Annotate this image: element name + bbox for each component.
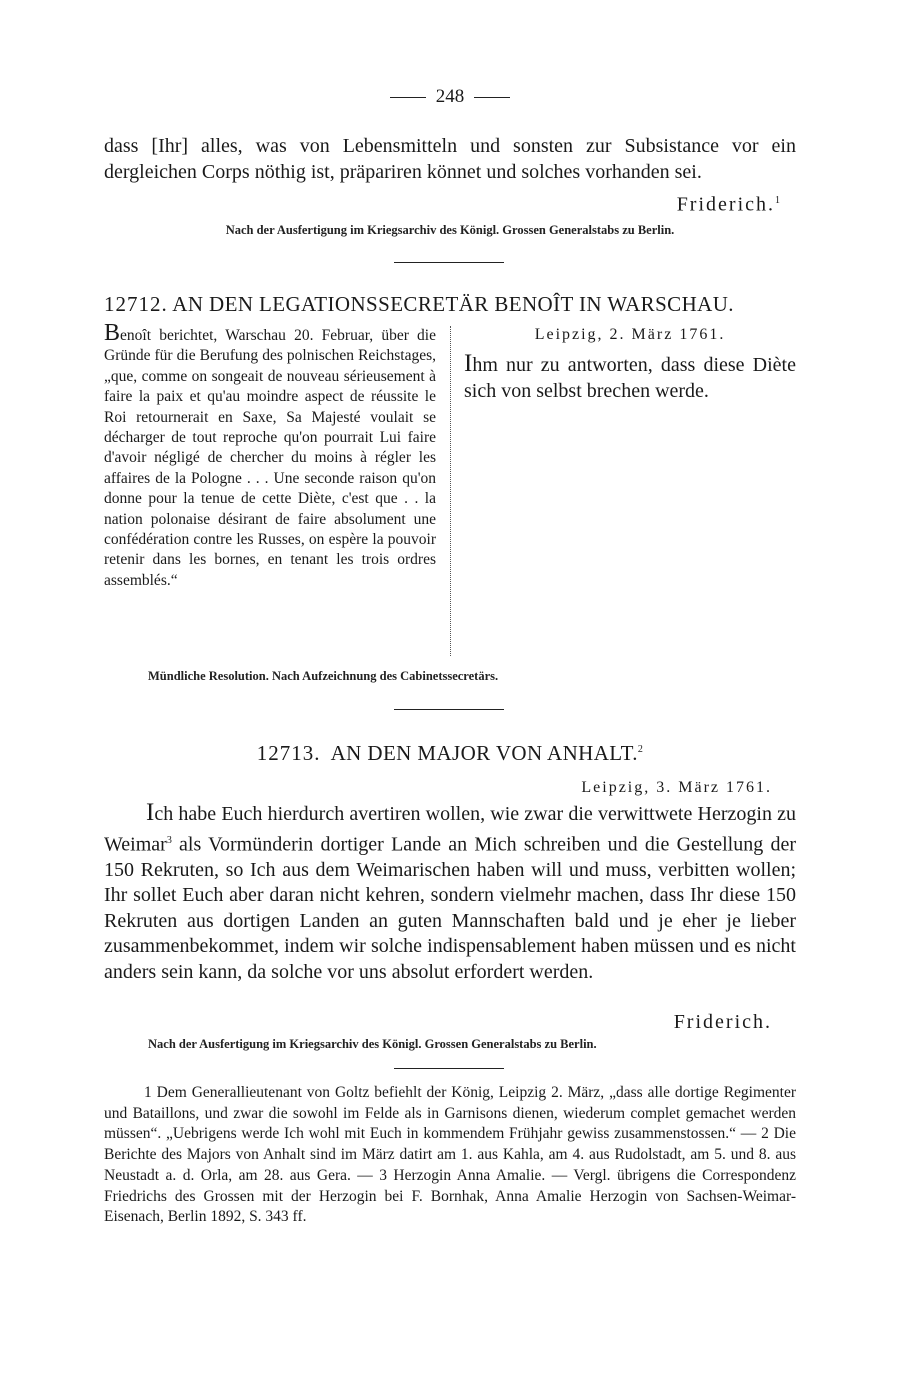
footnotes: 1 Dem Generallieutenant von Goltz befiehlt der König, Leipzig 2. März, „dass alle dortige Regimenter und Bataillons, und zwar die sowohl im Felde als in Garnisons dienen, wiederum complet gemachet werden müssen“. „Uebrigens werde Ich wohl mit Euch in kommendem Frühjahr gewiss zusammenstossen.“ — 2 Die Berichte des Majors von Anhalt sind im März datirt am 1. aus Kahla, am 4. aus Rudolstadt, am 5. und 8. aus Neustadt a. d. Orla, am 28. aus Gera. — 3 Herzogin Anna Amalie. — Vergl. übrigens die Correspondenz Friedrichs des Grossen mit der Herzogin bei F. Bornhak, Anna Amalie Herzogin von Sachsen-Weimar-Eisenach, Berlin 1892, S. 343 ff. xyxy=(104,1084,796,1226)
page-number-dash-right xyxy=(474,97,510,98)
intro-source-note: Nach der Ausfertigung im Kriegsarchiv des Königl. Grossen Generalstabs zu Berlin. xyxy=(225,223,675,237)
letter-12712-regest xyxy=(104,320,436,591)
letter-12713-heading xyxy=(0,741,900,766)
intro-signature-text: Friderich. xyxy=(676,193,775,216)
letter-12712-reply xyxy=(464,351,796,404)
footnote-divider xyxy=(394,1068,504,1069)
letter-12713-body xyxy=(104,800,796,985)
letter-12712-reply-column xyxy=(464,324,796,404)
letter-12713-source-note: Nach der Ausfertigung im Kriegsarchiv des Königl. Grossen Generalstabs zu Berlin. xyxy=(148,1037,597,1051)
letter-12712-heading xyxy=(104,292,796,317)
page-number-text: 248 xyxy=(435,86,465,107)
letter-12713-number: 12713. xyxy=(256,741,321,765)
intro-paragraph: dass [Ihr] alles, was von Lebensmitteln und sonsten zur Subsistance vor ein dergleichen Corps nöthig ist, präpariren könnet und solches vorhanden sei. xyxy=(104,135,796,183)
letter-12713-heading-note: 2 xyxy=(637,744,644,755)
page-number xyxy=(0,86,900,108)
section-divider-2 xyxy=(394,709,504,710)
body-note-ref: 3 xyxy=(166,834,172,846)
letter-12713-title: AN DEN MAJOR VON ANHALT. xyxy=(330,741,638,765)
body-initial: I xyxy=(146,799,155,826)
intro-signature-note: 1 xyxy=(775,195,780,206)
intro-signature xyxy=(677,188,780,218)
column-separator xyxy=(450,326,451,656)
body-text-part1: ch habe Euch hierdurch avertiren wollen, wie zwar die verwittwete Herzogin zu Weimar xyxy=(104,803,796,856)
letter-12712-source-note: Mündliche Resolution. Nach Aufzeichnung des Cabinetssecretärs. xyxy=(148,669,499,683)
body-text-part2: als Vormünderin dortiger Lande an Mich schreiben und die Gestellung der 150 Rekruten, so Ich aus dem Weimarischen haben will und muss, verbitten wollen; Ihr sollet Euch aber daran nicht kehren, sondern vielmehr machen, dass Ihr diese 150 Rekruten aus dortigen Landen an guten Mannschaften bald und je eher je lieber zusammenbekommet, indem wir solche indispensablement haben müssen und es nicht anders sein kann, da solche vor uns absolut erfordert werden. xyxy=(104,833,796,983)
page-number-dash-left xyxy=(390,97,426,98)
letter-12713-place-date: Leipzig, 3. März 1761. xyxy=(581,779,772,796)
regest-initial: B xyxy=(104,320,121,346)
reply-initial: I xyxy=(464,350,473,377)
letter-12712-place-date: Leipzig, 2. März 1761. xyxy=(534,326,726,343)
letter-12713-signature: Friderich. xyxy=(673,1011,772,1033)
letter-12712-title: AN DEN LEGATIONSSECRETÄR BENOÎT IN WARSCHAU. xyxy=(172,292,734,316)
reply-text: hm nur zu antworten, dass diese Diète sich von selbst brechen werde. xyxy=(464,354,796,402)
letter-12712-number: 12712. xyxy=(104,292,168,316)
section-divider-1 xyxy=(394,262,504,263)
regest-text: enoît berichtet, Warschau 20. Februar, über die Gründe für die Berufung des polnischen Reichstages, „que, comme on songeait de nouveau sérieusement à faire la paix et qu'au moindre aspect de réussite le Roi retournerait en Saxe, Sa Majesté voulait se décharger de tout reproche qu'on pourrait Lui faire d'avoir négligé de chercher du moins à régler les affaires de la Pologne . . . Une seconde raison qu'on donne pour la tenue de cette Diète, c'est que . . la nation polonaise désirant de faire absolument une confédération contre les Russes, on espère la pouvoir retenir dans les bornes, en tenant les trois ordres assemblés.“ xyxy=(104,327,436,589)
